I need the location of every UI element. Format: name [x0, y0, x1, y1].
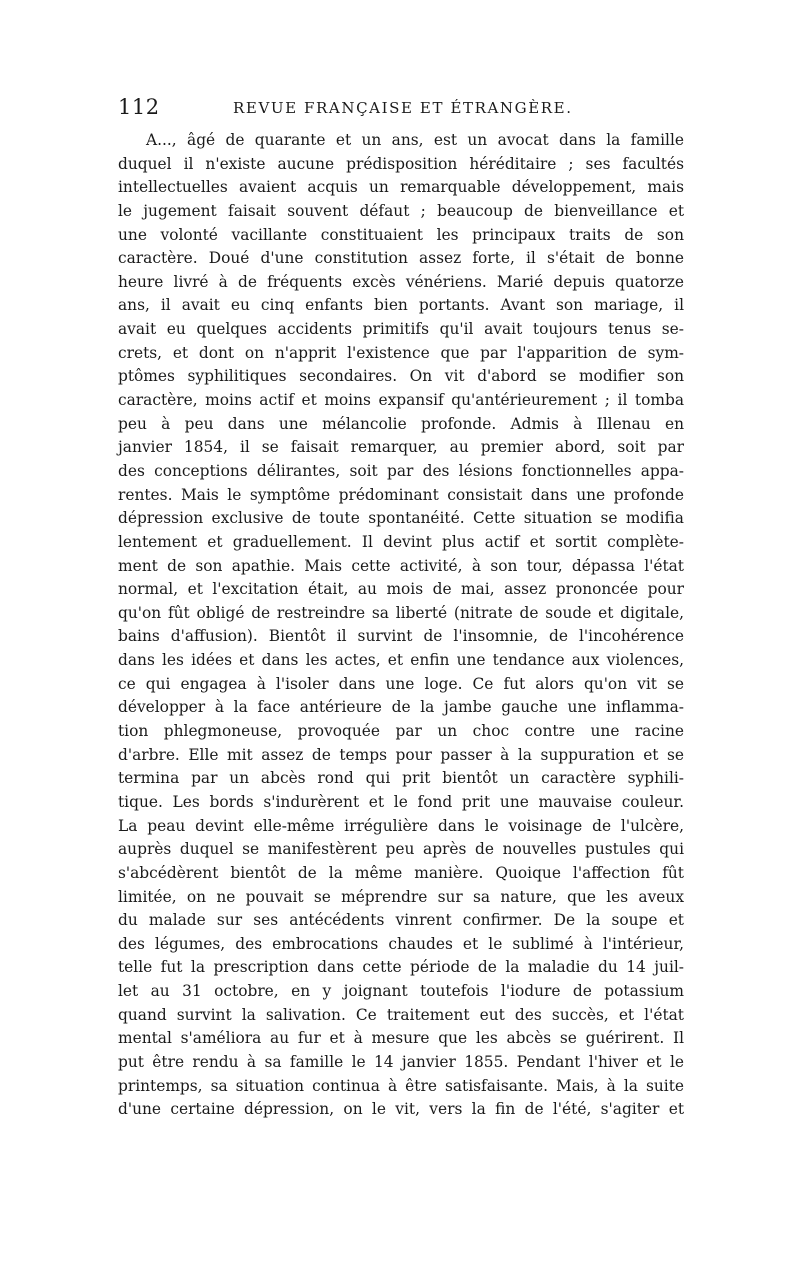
text-line: d'arbre. Elle mit assez de temps pour passer à la suppuration et se [118, 745, 684, 764]
text-line: bains d'affusion). Bientôt il survint de l'insomnie, de l'incohérence [118, 627, 684, 646]
text-line: ptômes syphilitiques secondaires. On vit d'abord se modifier son [118, 367, 684, 386]
text-line: heure livré à de fréquents excès vénériens. Marié depuis quatorze [118, 272, 684, 291]
text-line: rentes. Mais le symptôme prédominant consistait dans une profonde [118, 485, 684, 504]
text-line: termina par un abcès rond qui prit bientôt un caractère syphili- [118, 769, 684, 788]
text-line: le jugement faisait souvent défaut ; beaucoup de bienveillance et [118, 201, 684, 220]
text-line: des conceptions délirantes, soit par des lésions fonctionnelles appa- [118, 461, 684, 480]
text-line: auprès duquel se manifestèrent peu après de nouvelles pustules qui [118, 840, 684, 859]
text-line: tion phlegmoneuse, provoquée par un choc contre une racine [118, 722, 684, 741]
text-line: ment de son apathie. Mais cette activité, à son tour, dépassa l'état [118, 556, 684, 575]
running-head [118, 92, 684, 122]
text-line: telle fut la prescription dans cette période de la maladie du 14 juil- [118, 958, 684, 977]
text-line: intellectuelles avaient acquis un remarquable développement, mais [118, 178, 684, 197]
text-line: quand survint la salivation. Ce traitement eut des succès, et l'état [118, 1005, 684, 1024]
text-line: ce qui engagea à l'isoler dans une loge. Ce fut alors qu'on vit se [118, 674, 684, 693]
text-line: s'abcédèrent bientôt de la même manière. Quoique l'affection fût [118, 863, 684, 882]
text-line: du malade sur ses antécédents vinrent confirmer. De la soupe et [118, 911, 684, 930]
text-line: peu à peu dans une mélancolie profonde. Admis à Illenau en [118, 414, 684, 433]
text-line: caractère. Doué d'une constitution assez forte, il s'était de bonne [118, 249, 684, 268]
text-line: duquel il n'existe aucune prédisposition héréditaire ; ses facultés [118, 154, 684, 173]
text-line: des légumes, des embrocations chaudes et le sublimé à l'intérieur, [118, 934, 684, 953]
text-line: crets, et dont on n'apprit l'existence que par l'apparition de sym- [118, 343, 684, 362]
text-line: une volonté vacillante constituaient les principaux traits de son [118, 225, 684, 244]
page-number: 112 [118, 95, 160, 119]
text-line: dépression exclusive de toute spontanéité. Cette situation se modifia [118, 509, 684, 528]
text-line: ans, il avait eu cinq enfants bien portants. Avant son mariage, il [118, 296, 684, 315]
text-line: tique. Les bords s'indurèrent et le fond prit une mauvaise couleur. [118, 792, 684, 811]
text-line: d'une certaine dépression, on le vit, vers la fin de l'été, s'agiter et [118, 1100, 684, 1119]
text-line: avait eu quelques accidents primitifs qu'il avait toujours tenus se- [118, 320, 684, 339]
text-line: janvier 1854, il se faisait remarquer, au premier abord, soit par [118, 438, 684, 457]
text-line: limitée, on ne pouvait se méprendre sur sa nature, que les aveux [118, 887, 684, 906]
text-line: normal, et l'excitation était, au mois de mai, assez prononcée pour [118, 580, 684, 599]
text-line: développer à la face antérieure de la jambe gauche une inflamma- [118, 698, 684, 717]
text-line: caractère, moins actif et moins expansif qu'antérieurement ; il tomba [118, 391, 684, 410]
text-line: La peau devint elle-même irrégulière dans le voisinage de l'ulcère, [118, 816, 684, 835]
text-line: A..., âgé de quarante et un ans, est un avocat dans la famille [146, 131, 684, 149]
running-title: REVUE FRANÇAISE ET ÉTRANGÈRE. [233, 99, 573, 117]
text-line: mental s'améliora au fur et à mesure que les abcès se guérirent. Il [118, 1029, 684, 1048]
text-line: qu'on fût obligé de restreindre sa liberté (nitrate de soude et digitale, [118, 603, 684, 622]
text-line: printemps, sa situation continua à être satisfaisante. Mais, à la suite [118, 1076, 684, 1095]
text-line: dans les idées et dans les actes, et enfin une tendance aux violences, [118, 651, 684, 670]
body-text [118, 129, 684, 1122]
text-line: let au 31 octobre, en y joignant toutefois l'iodure de potassium [118, 982, 684, 1001]
text-line: lentement et graduellement. Il devint plus actif et sortit complète- [118, 532, 684, 551]
text-line: put être rendu à sa famille le 14 janvier 1855. Pendant l'hiver et le [118, 1052, 684, 1071]
